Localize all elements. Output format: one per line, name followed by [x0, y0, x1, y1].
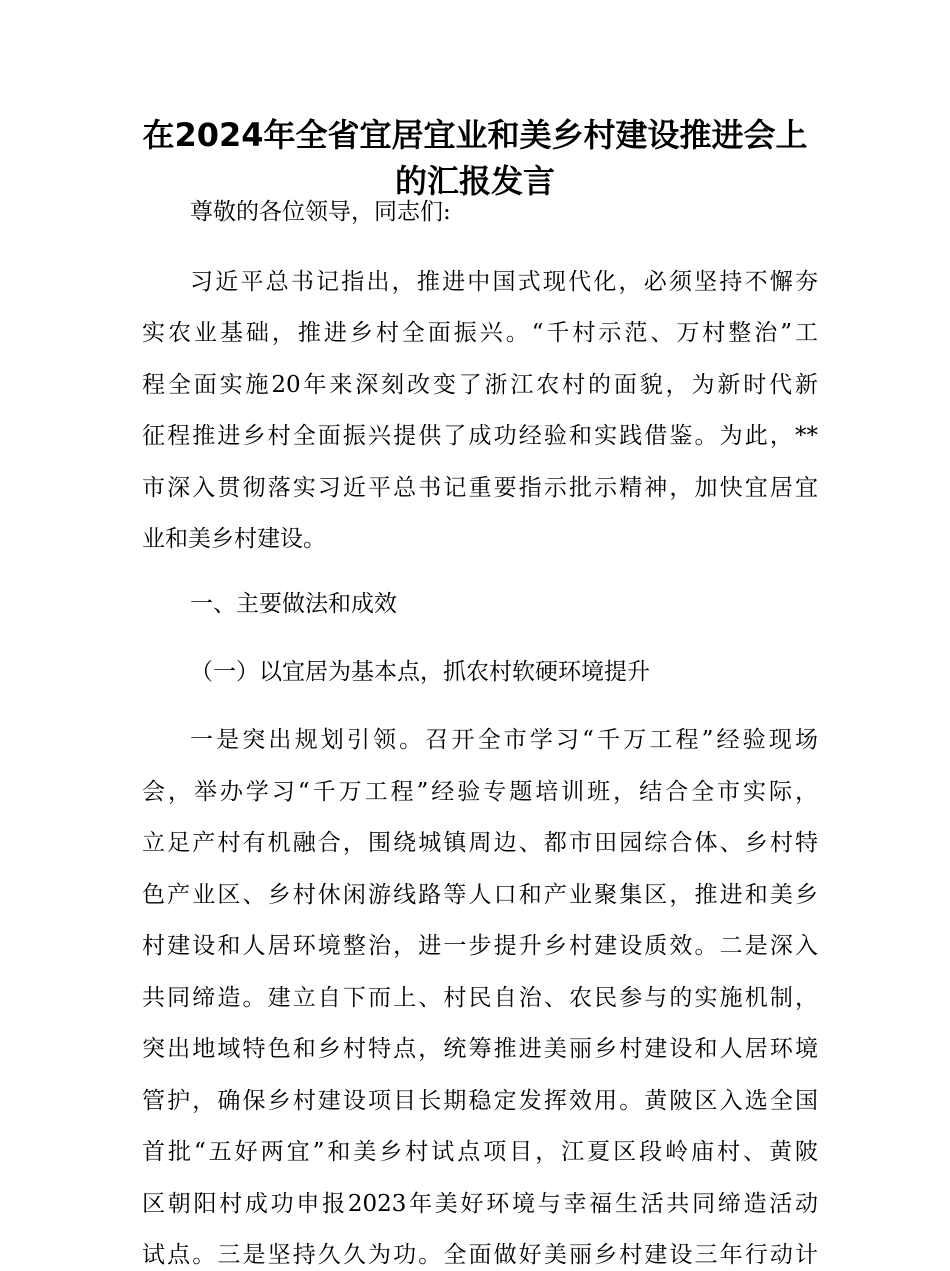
paragraph-2-line-5: 村建设和人居环境整治，进一步提升乡村建设质效。二是深入	[142, 933, 818, 959]
paragraph-2-line-11: 试点。三是坚持久久为功。全面做好美丽乡村建设三年行动计	[142, 1242, 818, 1268]
section-heading-1: 一、主要做法和成效	[190, 591, 397, 617]
paragraph-2-line-2: 会，举办学习“千万工程”经验专题培训班，结合全市实际，	[142, 779, 818, 805]
paragraph-1-line-6: 业和美乡村建设。	[142, 526, 326, 552]
paragraph-2-line-6: 共同缔造。建立自下而上、村民自治、农民参与的实施机制，	[142, 985, 818, 1011]
paragraph-1-line-3: 程全面实施20年来深刻改变了浙江农村的面貌，为新时代新	[142, 372, 818, 398]
paragraph-2-line-10: 区朝阳村成功申报2023年美好环境与幸福生活共同缔造活动	[142, 1191, 818, 1217]
paragraph-1-line-1: 习近平总书记指出，推进中国式现代化，必须坚持不懈夯	[190, 269, 818, 295]
section-heading-2: （一）以宜居为基本点，抓农村软硬环境提升	[190, 659, 650, 685]
paragraph-1-line-4: 征程推进乡村全面振兴提供了成功经验和实践借鉴。为此，**	[142, 423, 818, 449]
title-line-2: 的汇报发言	[394, 162, 555, 200]
paragraph-2-line-3: 立足产村有机融合，围绕城镇周边、都市田园综合体、乡村特	[142, 830, 818, 856]
salutation: 尊敬的各位领导，同志们:	[190, 199, 451, 225]
document-title	[100, 112, 850, 204]
paragraph-2-line-4: 色产业区、乡村休闲游线路等人口和产业聚集区，推进和美乡	[142, 882, 818, 908]
paragraph-2-line-7: 突出地域特色和乡村特点，统筹推进美丽乡村建设和人居环境	[142, 1036, 818, 1062]
paragraph-2-line-8: 管护，确保乡村建设项目长期稳定发挥效用。黄陂区入选全国	[142, 1088, 818, 1114]
paragraph-1-line-5: 市深入贯彻落实习近平总书记重要指示批示精神，加快宜居宜	[142, 475, 818, 501]
paragraph-1-line-2: 实农业基础，推进乡村全面振兴。“千村示范、万村整治”工	[142, 320, 818, 346]
paragraph-2-line-1: 一是突出规划引领。召开全市学习“千万工程”经验现场	[190, 727, 818, 753]
paragraph-2-line-9: 首批“五好两宜”和美乡村试点项目，江夏区段岭庙村、黄陂	[142, 1139, 818, 1165]
title-line-1: 在2024年全省宜居宜业和美乡村建设推进会上	[142, 116, 808, 154]
